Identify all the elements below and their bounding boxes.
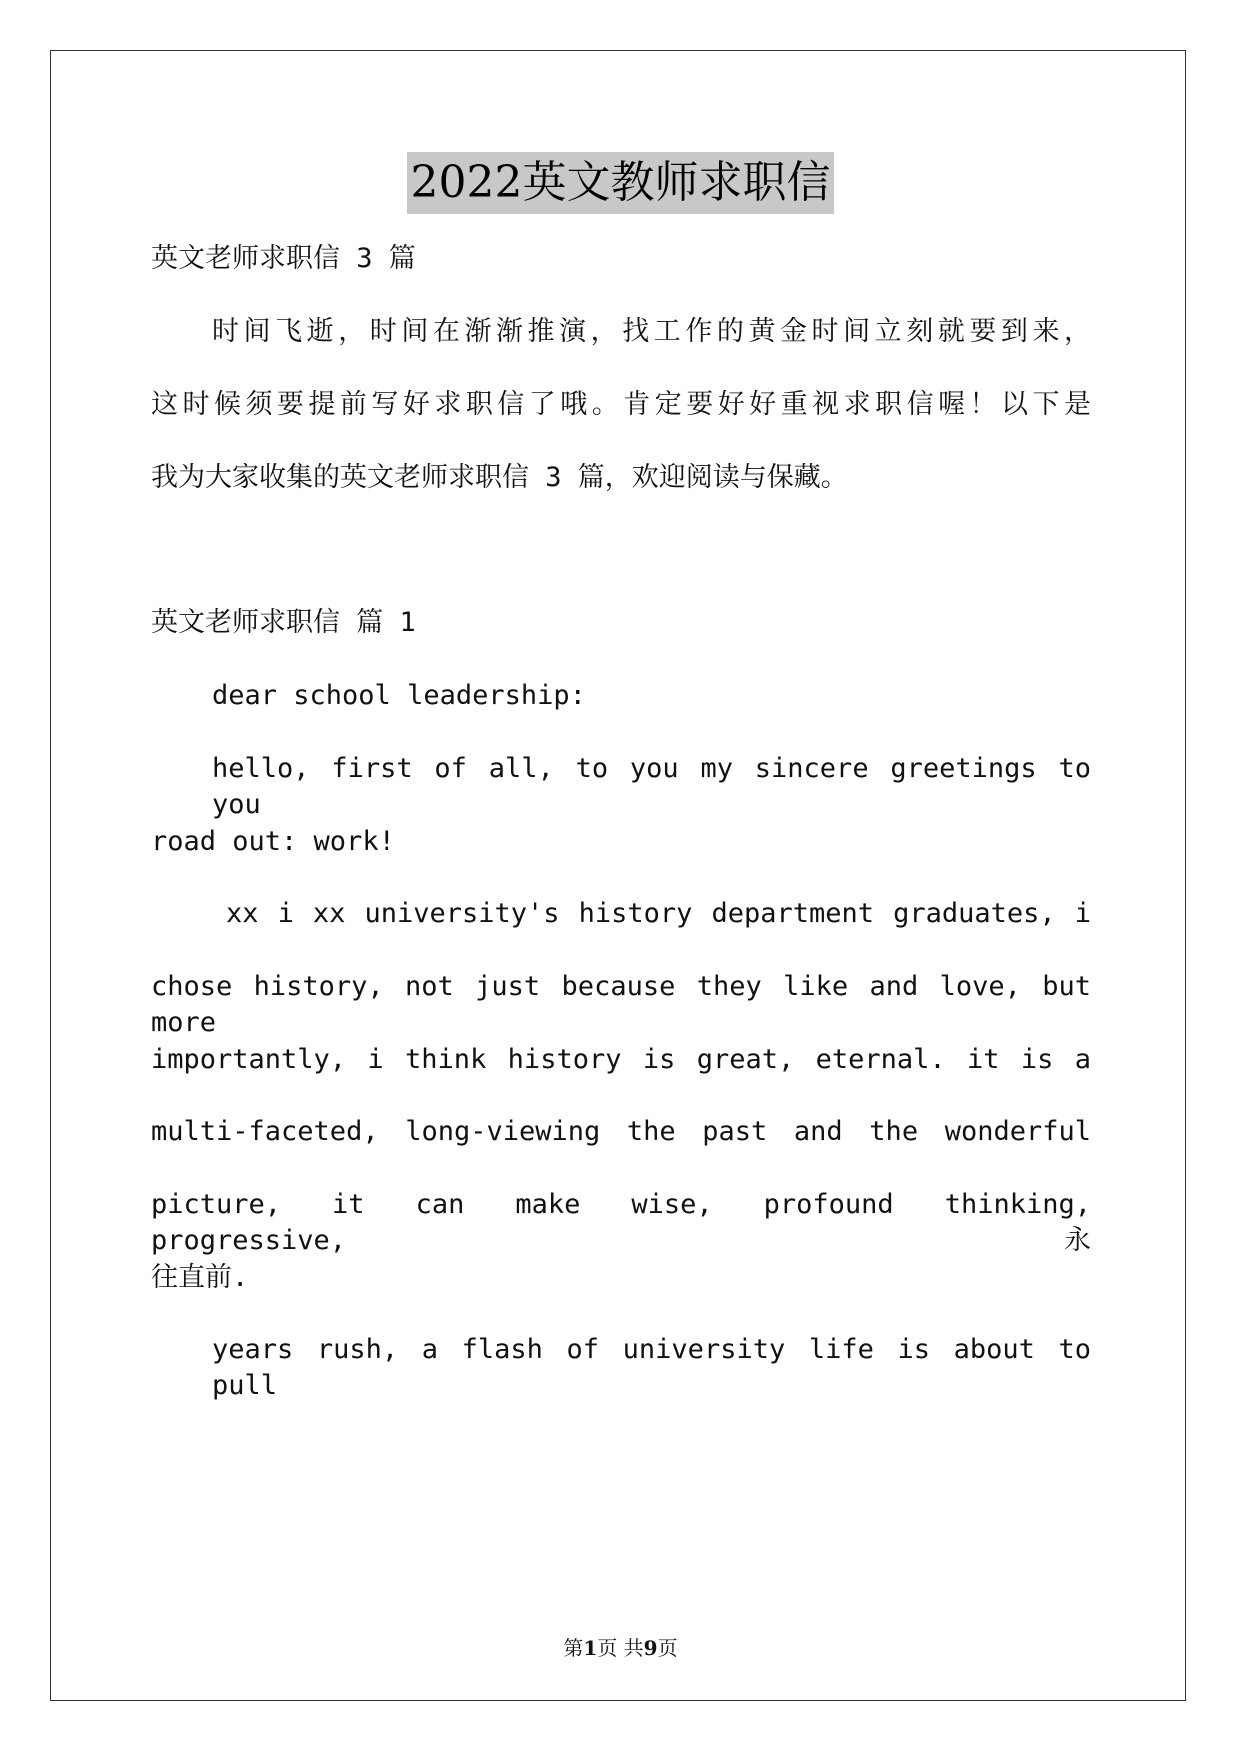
paragraph-line: road out: work! bbox=[151, 826, 395, 857]
paragraph-line: 时间飞逝，时间在渐渐推演，找工作的黄金时间立刻就要到来， bbox=[212, 316, 1091, 347]
section-heading: 英文老师求职信 篇 1 bbox=[151, 607, 416, 638]
footer-total-pages: 9 bbox=[643, 1636, 658, 1660]
footer-prefix: 第 bbox=[563, 1636, 584, 1660]
page-border bbox=[50, 50, 1186, 1701]
paragraph-line: years rush, a flash of university life is about to pull bbox=[212, 1334, 1091, 1401]
footer-mid: 页 共 bbox=[597, 1636, 644, 1660]
document-title-wrap bbox=[0, 152, 1241, 214]
paragraph-line: picture, it can make wise, profound thinking, progressive,永 bbox=[151, 1189, 1091, 1256]
paragraph-line: 这时候须要提前写好求职信了哦。肯定要好好重视求职信喔！以下是 bbox=[151, 389, 1091, 420]
page-footer bbox=[0, 1632, 1241, 1661]
paragraph-line: hello, first of all, to you my sincere greetings to you bbox=[212, 753, 1091, 820]
paragraph-line: xx i xx university's history department graduates, i bbox=[226, 898, 1091, 929]
footer-suffix: 页 bbox=[657, 1636, 678, 1660]
paragraph-line: dear school leadership: bbox=[212, 680, 586, 711]
paragraph-line: multi-faceted, long-viewing the past and the wonderful bbox=[151, 1116, 1091, 1147]
paragraph-line: 往直前. bbox=[151, 1262, 249, 1293]
paragraph-line: 我为大家收集的英文老师求职信 3 篇，欢迎阅读与保藏。 bbox=[151, 462, 848, 493]
document-title: 2022英文教师求职信 bbox=[407, 152, 835, 214]
paragraph-line: chose history, not just because they like and love, but more bbox=[151, 971, 1091, 1038]
footer-page-number: 1 bbox=[583, 1636, 598, 1660]
paragraph-line: importantly, i think history is great, eternal. it is a bbox=[151, 1044, 1091, 1075]
heading-line: 英文老师求职信 3 篇 bbox=[151, 243, 416, 274]
